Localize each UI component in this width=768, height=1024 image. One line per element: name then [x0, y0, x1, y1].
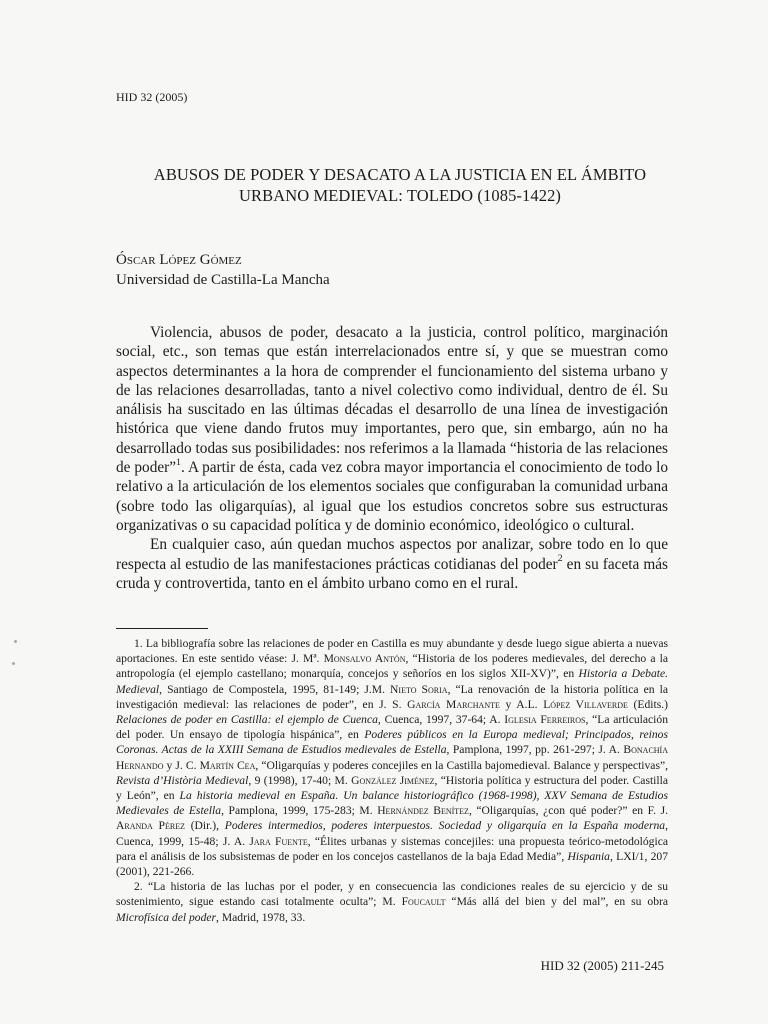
cited-author: López Villaverde	[543, 697, 628, 711]
cited-title: Poderes intermedios, poderes interpuestos. Sociedad y oligarquía en la España moderna	[224, 819, 666, 833]
footnote-text: 1. La bibliografía sobre las relaciones de poder en Castilla es muy abundante y desde luego sigue abierta a nuevas aportaciones. En este sentido véase: J. Mª.	[116, 637, 668, 666]
article-title	[116, 164, 684, 206]
footnote-text: y J. C.	[163, 758, 200, 772]
cited-author: Jara Fuente	[249, 834, 308, 848]
cited-title: Hispania	[567, 849, 610, 863]
author-name	[116, 250, 242, 270]
cited-title: Relaciones de poder en Castilla: el ejemplo de Cuenca	[116, 713, 378, 727]
cited-title: La historia medieval en España. Un balance historiográfico (1968-1998), XXV Semana de Estudios Medievales de Estella	[116, 789, 668, 818]
footnote-text: , LXI/1, 207 (2001), 221-266.	[116, 849, 668, 879]
footnote-2	[116, 879, 668, 925]
footnote-text: (Dir.),	[184, 819, 225, 833]
footnote-text: , Pamplona, 1999, 175-283; M.	[221, 804, 378, 818]
footnote-text: , “Oligarquías y poderes concejiles en la Castilla bajomedieval. Balance y perspectivas”,	[255, 758, 669, 772]
footnote-text: , Cuenca, 1999, 15-48; J. A.	[116, 819, 668, 848]
cited-author: Aranda Pérez	[116, 819, 185, 833]
footnote-text: , “La renovación de la historia política en la investigación medieval: las relaciones de poder”, en J. S.	[116, 682, 668, 711]
footnote-ref-2[interactable]: 2	[557, 553, 563, 565]
running-header: HID 32 (2005)	[116, 90, 188, 104]
cited-title: Microfísica del poder	[116, 910, 217, 924]
cited-author: Martín Cea	[199, 758, 256, 772]
footnote-text: “Más allá del bien y del mal”, en su obra	[445, 895, 669, 909]
footnotes	[116, 636, 668, 925]
cited-author: González Jiménez	[351, 773, 435, 787]
cited-title: Poderes públicos en la Europa medieval; Principados, reinos Coronas. Actas de la XXIII Semana de Estudios medievales de Estella	[116, 728, 668, 757]
footnote-ref-1[interactable]: 1	[176, 457, 181, 468]
footnote-text: y A.L.	[499, 697, 544, 711]
title-line-2: URBANO MEDIEVAL: TOLEDO (1085-1422)	[238, 186, 562, 205]
page-footer-reference: HID 32 (2005) 211-245	[540, 958, 664, 973]
body-text	[116, 323, 668, 593]
paragraph-2	[116, 535, 668, 593]
cited-title: Historia a Debate. Medieval	[116, 667, 669, 696]
author-first-name: Óscar	[116, 252, 156, 268]
footnote-text: , Pamplona, 1997, pp. 261-297; J. A.	[446, 743, 624, 757]
cited-author: Bonachía Hernando	[116, 743, 668, 772]
author-affiliation: Universidad de Castilla-La Mancha	[116, 272, 330, 288]
cited-author: Iglesia Ferreiros	[504, 713, 586, 727]
author-surname: López Gómez	[159, 252, 242, 268]
paragraph-2-text-b: en su faceta más cruda y controvertida, tanto en el ámbito urbano como en el rural.	[116, 555, 668, 592]
cited-author: Foucault	[401, 895, 446, 909]
footnote-text: , Madrid, 1978, 33.	[216, 910, 306, 924]
footnote-text: 2. “La historia de las luchas por el poder, y en consecuencia las condiciones reales de su ejercicio y de su sostenimiento, sigue estando casi totalmente oculta”; M.	[116, 880, 668, 909]
title-line-1: ABUSOS DE PODER Y DESACATO A LA JUSTICIA EN EL ÁMBITO	[153, 165, 647, 184]
paragraph-2-text-a: En cualquier caso, aún quedan muchos aspectos por analizar, sobre todo en lo que respecta al estudio de las manifestaciones prácticas cotidianas del poder	[116, 536, 668, 573]
footnote-text: , “Historia política y estructura del poder. Castilla y León”, en	[116, 773, 668, 803]
paragraph-1-text-b: . A partir de ésta, cada vez cobra mayor importancia el conocimiento de todo lo relativo a la articulación de los elementos sociales que configuraban la comunidad urbana (sobre todo las oligarquías), al igual que los estudios concretos sobre sus estructuras organizativas o su capacidad política y de dominio económico, ideológico o cultural.	[116, 459, 668, 534]
footnote-text: (Edits.)	[627, 697, 669, 711]
footnote-separator	[116, 628, 208, 629]
footnote-text: , 9 (1998), 17-40; M.	[248, 773, 352, 787]
cited-author: Nieto Soria	[390, 682, 448, 696]
paragraph-1	[116, 323, 668, 535]
cited-author: Monsalvo Antón	[323, 652, 406, 666]
cited-author: García Marchante	[407, 697, 500, 711]
paragraph-1-text-a: Violencia, abusos de poder, desacato a la justicia, control político, marginación social, etc., son temas que están interrelacionados entre sí, y que se muestran como aspectos determinantes a la hora de comprender el funcionamiento del sistema urbano y de las relaciones desarrolladas, tanto a nivel colectivo como individual, dentro de él. Su análisis ha suscitado en las últimas décadas el desarrollo de una línea de investigación histórica que viene dando frutos muy importantes, pero que, sin embargo, aún no ha desarrollado todas sus posibilidades: nos referimos a la llamada “historia de las relaciones de poder”	[116, 324, 668, 477]
footnote-text: , “La articulación del poder. Un ensayo de tipología hispánica”, en	[116, 713, 669, 742]
cited-title: Revista d’Història Medieval	[116, 773, 249, 787]
cited-author: Hernández Benítez	[377, 804, 469, 818]
scan-speck	[14, 640, 17, 643]
footnote-text: , “Élites urbanas y sistemas concejiles: una propuesta teórico-metodológica para el análisis de los subsistemas de poder en los concejos castellanos de la baja Edad Media”,	[116, 834, 668, 863]
footnote-text: , “Oligarquías, ¿con qué poder?” en F. J.	[468, 804, 668, 818]
footnote-text: , “Historia de los poderes medievales, del derecho a la antropología (el ejemplo castellano; monarquía, concejos y señoríos en los siglos XII-XV)”, en	[116, 652, 668, 681]
scan-speck	[12, 662, 15, 665]
footnote-text: , Santiago de Compostela, 1995, 81-149; J.M.	[159, 682, 391, 696]
footnote-text: , Cuenca, 1997, 37-64; A.	[377, 713, 505, 727]
footnote-1	[116, 636, 668, 879]
